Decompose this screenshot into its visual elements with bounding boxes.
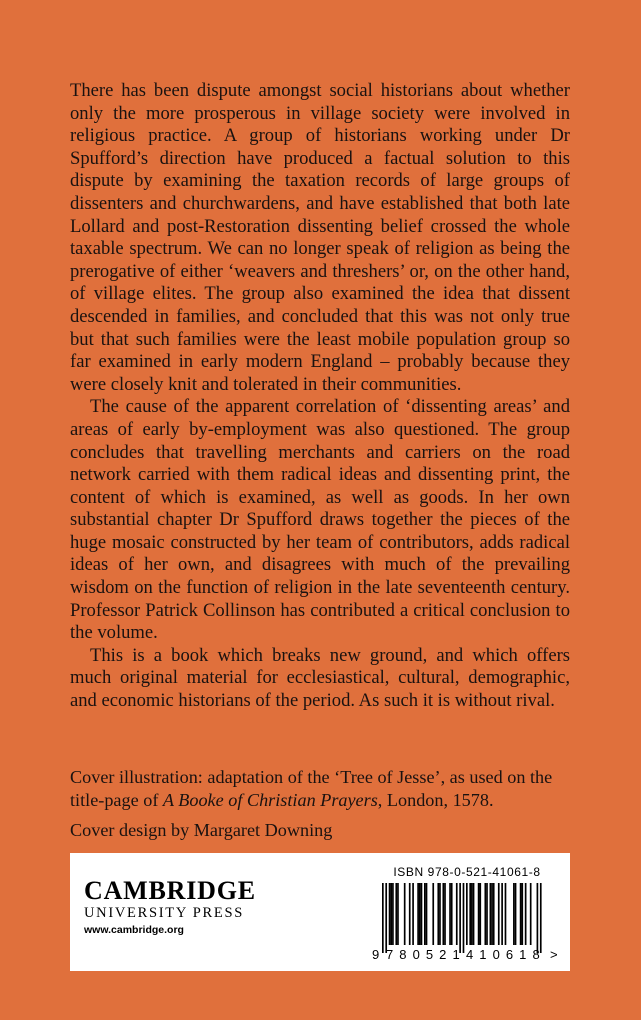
barcode-bar bbox=[493, 883, 495, 945]
isbn-label: ISBN 978-0-521-41061-8 bbox=[393, 865, 541, 879]
barcode-bar bbox=[473, 883, 475, 945]
barcode-bar bbox=[442, 883, 444, 945]
barcode-bar bbox=[412, 883, 414, 945]
barcode-bar bbox=[456, 883, 458, 945]
barcode-bar bbox=[395, 883, 397, 945]
isbn-block bbox=[372, 865, 562, 963]
barcode-bar bbox=[530, 883, 532, 945]
barcode-bar bbox=[490, 883, 492, 945]
cover-illustration-credit bbox=[70, 766, 590, 812]
barcode-bar bbox=[520, 883, 522, 945]
cover-design-credit: Cover design by Margaret Downing bbox=[70, 819, 333, 840]
credits bbox=[70, 766, 590, 841]
barcode-bar bbox=[439, 883, 441, 945]
ean-marker: > bbox=[550, 947, 558, 962]
barcode-bar bbox=[389, 883, 391, 945]
barcode bbox=[372, 883, 562, 963]
blurb-paragraph-3: This is a book which breaks new ground, and which offers much original material for ecclesiastical, cultural, demographic, and economic historians of the period. As such it is without rival. bbox=[70, 644, 570, 712]
barcode-bar bbox=[385, 883, 387, 953]
illustration-suffix: , London, 1578. bbox=[377, 789, 494, 810]
barcode-bar bbox=[409, 883, 411, 945]
ean-right-group: 410618 bbox=[466, 947, 540, 962]
publisher-url: www.cambridge.org bbox=[84, 924, 184, 936]
barcode-bar bbox=[417, 883, 419, 945]
ean-first-digit: 9 bbox=[372, 947, 380, 962]
barcode-bar bbox=[449, 883, 451, 945]
publisher-barcode-panel bbox=[70, 853, 570, 971]
barcode-bar bbox=[459, 883, 461, 953]
barcode-bar bbox=[469, 883, 471, 945]
barcode-bar bbox=[419, 883, 421, 945]
barcode-bar bbox=[484, 883, 486, 945]
publisher-logo bbox=[84, 877, 256, 937]
barcode-bar bbox=[437, 883, 439, 945]
barcode-bar bbox=[463, 883, 465, 953]
blurb bbox=[70, 80, 570, 713]
barcode-bar bbox=[471, 883, 473, 945]
barcode-bar bbox=[515, 883, 517, 945]
blurb-paragraph-2: The cause of the apparent correlation of ‘dissenting areas’ and areas of early by-employment was also questioned. The group concludes that travelling merchants and carriers on the road network carried with them radical ideas and dissenting print, the content of which is examined, as well as goods. In her own substantial chapter Dr Spufford draws together the pieces of the huge mosaic constructed by her team of contributors, adds radical ideas of her own, and disagrees with much of the prevailing wisdom on the function of religion in the late seventeenth century. Professor Patrick Collinson has contributed a critical conclusion to the volume. bbox=[70, 396, 570, 644]
barcode-bar bbox=[392, 883, 394, 945]
barcode-bar bbox=[404, 883, 406, 945]
barcode-bar bbox=[426, 883, 428, 945]
barcode-bar bbox=[390, 883, 392, 945]
barcode-bar bbox=[466, 883, 468, 945]
barcode-bar bbox=[501, 883, 503, 945]
barcode-bar bbox=[397, 883, 399, 945]
barcode-bar bbox=[505, 883, 507, 945]
publisher-name: CAMBRIDGE bbox=[84, 876, 256, 905]
barcode-bar bbox=[525, 883, 527, 945]
publisher-subtitle: UNIVERSITY PRESS bbox=[84, 905, 245, 921]
illustration-prefix: Cover illustration: adaptation of the ‘Tree of Jesse’, as used on the title-page of bbox=[70, 767, 553, 810]
blurb-paragraph-1: There has been dispute amongst social historians about whether only the more prosperous in village society were involved in religious practice. A group of historians working under Dr Spufford’s direction have produced a factual solution to this dispute by examining the taxation records of large groups of dissenters and churchwardens, and have established that both late Lollard and post-Restoration dissenting belief crossed the whole taxable spectrum. We can no longer speak of religion as being the prerogative of either ‘weavers and threshers’ or, on the other hand, of village elites. The group also examined the idea that dissent descended in families, and concluded that this was not only true but that such families were the least mobile population group so far examined in early modern England – probably because they were closely knit and tolerated in their communities. bbox=[70, 80, 570, 395]
barcode-bar bbox=[498, 883, 500, 945]
barcode-bar bbox=[451, 883, 453, 945]
barcode-bar bbox=[491, 883, 493, 945]
barcode-bar bbox=[537, 883, 539, 953]
barcode-bar bbox=[521, 883, 523, 945]
barcode-bar bbox=[382, 883, 384, 953]
barcode-bar bbox=[540, 883, 542, 953]
barcode-bar bbox=[513, 883, 515, 945]
barcode-bar bbox=[486, 883, 488, 945]
barcode-bar bbox=[421, 883, 423, 945]
barcode-bar bbox=[479, 883, 481, 945]
illustration-title: A Booke of Christian Prayers bbox=[162, 789, 378, 810]
ean-left-group: 780521 bbox=[386, 947, 460, 962]
barcode-bar bbox=[432, 883, 434, 945]
barcode-bar bbox=[424, 883, 426, 945]
barcode-bar bbox=[444, 883, 446, 945]
barcode-bars bbox=[382, 883, 542, 953]
barcode-bar bbox=[478, 883, 480, 945]
